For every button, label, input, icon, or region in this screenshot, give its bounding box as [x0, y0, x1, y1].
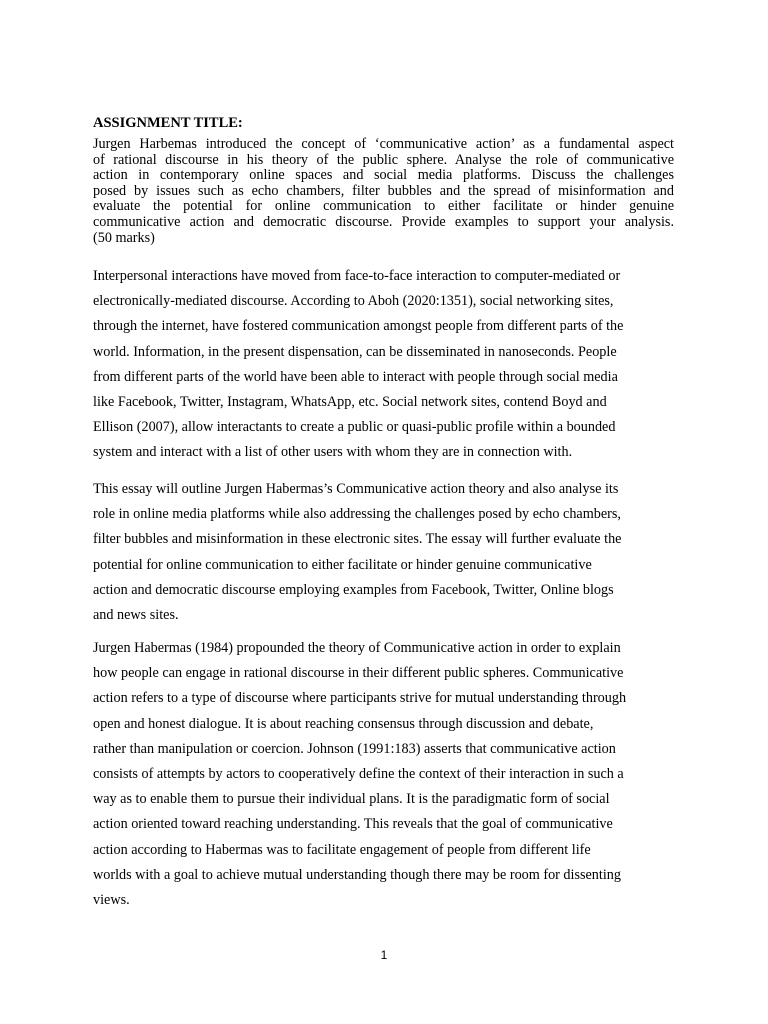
paragraph-line: through the internet, have fostered communication amongst people from different parts of the — [93, 318, 624, 335]
prompt-line: posed by issues such as echo chambers, filter bubbles and the spread of misinformation and — [93, 182, 674, 199]
prompt-line: evaluate the potential for online communication to either facilitate or hinder genuine — [93, 198, 674, 215]
paragraph-line: action oriented toward reaching understanding. This reveals that the goal of communicative — [93, 816, 613, 833]
paragraph-line: how people can engage in rational discourse in their different public spheres. Communicative — [93, 665, 624, 682]
paragraph-line: action refers to a type of discourse where participants strive for mutual understanding through — [93, 690, 627, 707]
prompt-line: communicative action and democratic discourse. Provide examples to support your analysis. — [93, 213, 674, 230]
body-paragraph-1 — [93, 264, 683, 466]
paragraph-line: open and honest dialogue. It is about reaching consensus through discussion and debate, — [93, 715, 594, 732]
assignment-prompt — [93, 137, 674, 246]
paragraph-line: filter bubbles and misinformation in these electronic sites. The essay will further evaluate the — [93, 531, 622, 548]
paragraph-line: and news sites. — [93, 607, 179, 624]
paragraph-line: like Facebook, Twitter, Instagram, WhatsApp, etc. Social network sites, contend Boyd and — [93, 394, 607, 411]
paragraph-line: system and interact with a list of other users with whom they are in connection with. — [93, 444, 573, 461]
prompt-line: action in contemporary online spaces and social media platforms. Discuss the challenges — [93, 167, 674, 184]
paragraph-line: world. Information, in the present dispensation, can be disseminated in nanoseconds. People — [93, 343, 617, 360]
paragraph-line: role in online media platforms while also addressing the challenges posed by echo chambers, — [93, 506, 621, 523]
page-number: 1 — [380, 948, 388, 962]
assignment-title: ASSIGNMENT TITLE: — [93, 115, 243, 131]
prompt-line: Jurgen Harbemas introduced the concept of ‘communicative action’ as a fundamental aspect — [93, 136, 674, 152]
paragraph-line: action and democratic discourse employing examples from Facebook, Twitter, Online blogs — [93, 581, 614, 598]
paragraph-line: way as to enable them to pursue their individual plans. It is the paradigmatic form of social — [93, 791, 610, 808]
paragraph-line: rather than manipulation or coercion. Johnson (1991:183) asserts that communicative action — [93, 740, 616, 757]
body-paragraph-3 — [93, 636, 683, 913]
paragraph-line: This essay will outline Jurgen Habermas’s Communicative action theory and also analyse its — [93, 481, 619, 497]
paragraph-line: action according to Habermas was to facilitate engagement of people from different life — [93, 841, 591, 858]
paragraph-line: consists of attempts by actors to cooperatively define the context of their interaction in such a — [93, 766, 624, 783]
paragraph-line: worlds with a goal to achieve mutual understanding though there may be room for dissenting — [93, 866, 621, 883]
paragraph-line: Ellison (2007), allow interactants to create a public or quasi-public profile within a bounded — [93, 419, 616, 436]
paragraph-line: Jurgen Habermas (1984) propounded the theory of Communicative action in order to explain — [93, 640, 621, 656]
body-paragraph-2 — [93, 477, 683, 628]
paragraph-line: potential for online communication to either facilitate or hinder genuine communicative — [93, 556, 592, 573]
paragraph-line: Interpersonal interactions have moved from face-to-face interaction to computer-mediated or — [93, 268, 621, 284]
paragraph-line: from different parts of the world have been able to interact with people through social media — [93, 368, 618, 385]
paragraph-line: views. — [93, 892, 130, 909]
prompt-line: (50 marks) — [93, 229, 155, 246]
prompt-line: of rational discourse in his theory of the public sphere. Analyse the role of communicative — [93, 151, 674, 168]
paragraph-line: electronically-mediated discourse. According to Aboh (2020:1351), social networking sites, — [93, 293, 614, 310]
